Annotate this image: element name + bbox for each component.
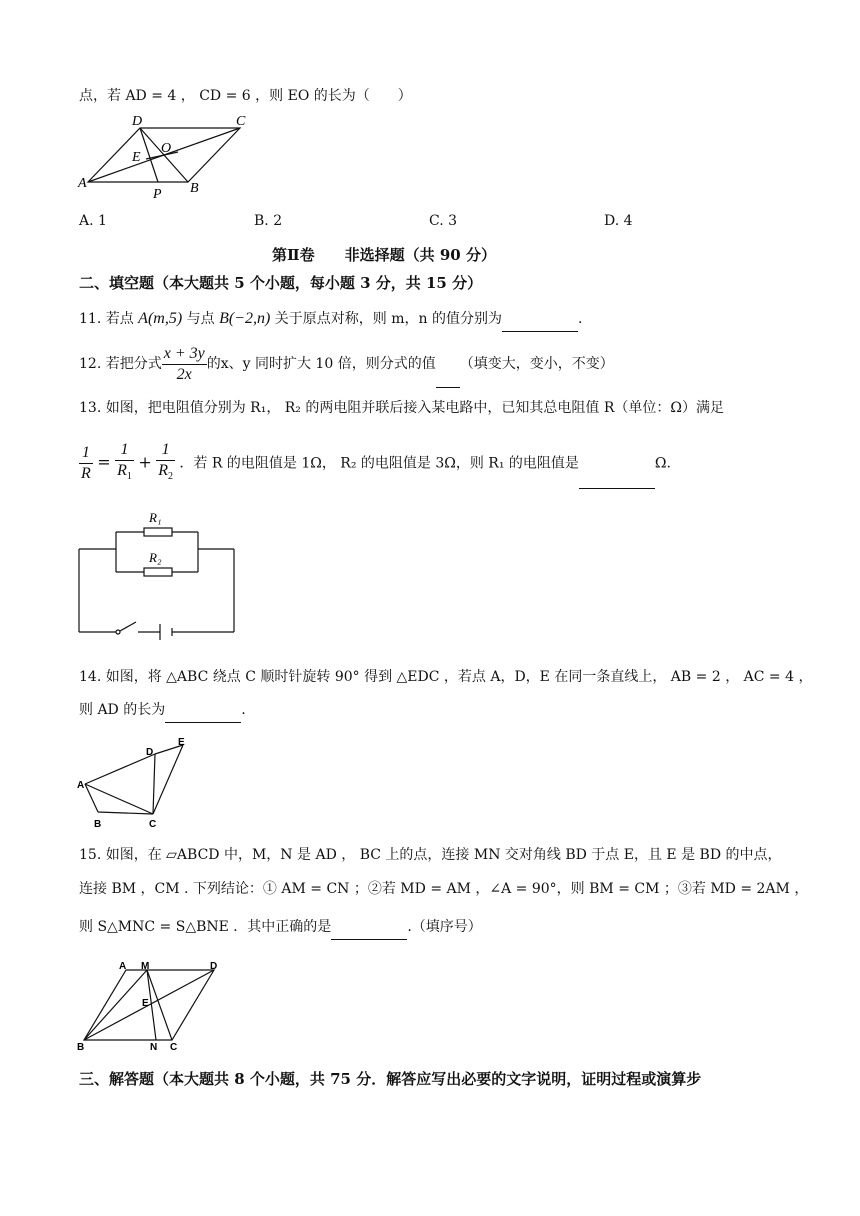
q10-figure [76, 112, 256, 204]
q10-label-C: C [236, 114, 246, 129]
q10-option-a[interactable]: A. 1 [79, 213, 107, 229]
q13-formula-lhs: $\frac{1}{R}$ [81, 444, 91, 483]
q15-label-A: A [119, 961, 127, 972]
q15-label-M: M [141, 961, 150, 972]
q14-text-a: 则 AD 的长为 [79, 702, 166, 718]
q13-line1: 13. 如图，把电阻值分别为 R₁， R₂ 的两电阻并联后接入某电路中，已知其总电阻值 R（单位：Ω）满足 [79, 400, 724, 416]
q15-label-B: B [77, 1042, 85, 1053]
q15-line3 [79, 917, 482, 940]
q10-label-D: D [132, 114, 143, 129]
q11-text-c: 关于原点对称，则 m，n 的值分别为 [270, 311, 502, 327]
q15-label-D: D [210, 961, 218, 972]
section3-heading: 三、解答题（本大题共 8 个小题，共 75 分．解答应写出必要的文字说明，证明过程或演算步 [79, 1070, 702, 1088]
q10-label-P: P [153, 187, 162, 202]
q15-text-a: 则 S△MNC = S△BNE ．其中正确的是 [79, 919, 332, 935]
q12-line [79, 343, 614, 388]
q14-figure [76, 736, 194, 830]
q11-point-b: B(−2,n) [219, 310, 271, 327]
q12-text-c: （填变大，变小，不变） [459, 356, 614, 372]
q13-line2: $\frac{1}{R}$ = $\frac{1}{R_1}$ + $\frac{1}{R_2}$ ．若 R 的电阻值是 1Ω， R₂ 的电阻值是 3Ω，则 R₁ 的电阻值是 Ω. [79, 440, 671, 489]
q11-text-a: 11. 若点 [79, 311, 139, 327]
q11-text-end: . [577, 311, 583, 327]
q11-point-a: A(m,5) [138, 310, 183, 327]
q13-formula-term1: $\frac{1}{R_1}$ [117, 441, 132, 483]
q10-label-A: A [78, 176, 87, 191]
q14-line2 [79, 700, 246, 723]
q15-line2: 连接 BM ，CM . 下列结论：① AM = CN ；②若 MD = AM ，∠A = 90°，则 BM = CM ；③若 MD = 2AM ， [79, 881, 809, 897]
q15-answer-blank[interactable] [331, 919, 407, 940]
q14-label-D: D [146, 747, 154, 758]
q12-text-b: 的x、y 同时扩大 10 倍，则分式的值 [206, 356, 436, 372]
q14-label-E: E [178, 737, 185, 748]
q10-label-B: B [190, 181, 199, 196]
q13-label-r1: R₁ [149, 510, 162, 525]
q10-option-c[interactable]: C. 3 [429, 213, 458, 229]
q13-text-end: Ω. [654, 455, 671, 472]
q14-line1: 14. 如图，将 △ABC 绕点 C 顺时针旋转 90° 得到 △EDC ，若点 A，D，E 在同一条直线上， AB = 2 ， AC = 4 ， [79, 669, 813, 685]
q10-stem: 点，若 AD = 4 ， CD = 6 ，则 EO 的长为（ ） [79, 88, 412, 104]
q12-fraction [162, 344, 207, 385]
q10-label-O: O [161, 141, 172, 156]
q14-label-C: C [149, 819, 157, 830]
q12-fraction-denominator: 2x [176, 365, 192, 383]
q10-option-d[interactable]: D. 4 [604, 213, 633, 229]
q13-text-a: ．若 R 的电阻值是 1Ω， R₂ 的电阻值是 3Ω，则 R₁ 的电阻值是 [179, 455, 579, 472]
q15-line1: 15. 如图，在 ▱ABCD 中，M，N 是 AD ， BC 上的点，连接 MN 交对角线 BD 于点 E，且 E 是 BD 的中点， [79, 847, 782, 863]
q13-answer-blank[interactable] [579, 444, 655, 489]
q11-text-b: 与点 [182, 311, 220, 327]
q14-answer-blank[interactable] [165, 702, 241, 723]
part2-title: 第Ⅱ卷 非选择题（共 90 分） [272, 246, 496, 264]
q12-answer-blank[interactable] [436, 345, 460, 388]
q14-label-B: B [94, 819, 102, 830]
q13-formula-term2: $\frac{1}{R_2}$ [158, 441, 173, 483]
q12-text-a: 12. 若把分式 [79, 356, 162, 372]
q12-fraction-numerator: x + 3y [162, 344, 207, 365]
q10-option-b[interactable]: B. 2 [254, 213, 283, 229]
q15-figure [76, 958, 222, 1054]
q15-label-C: C [170, 1042, 178, 1053]
q15-text-end: .（填序号） [407, 919, 482, 935]
q13-circuit-figure [76, 504, 238, 640]
section2-heading: 二、填空题（本大题共 5 个小题，每小题 3 分，共 15 分） [79, 274, 483, 292]
q13-label-r2: R₂ [149, 550, 162, 565]
q14-label-A: A [77, 780, 85, 791]
q15-label-N: N [150, 1042, 158, 1053]
q15-label-E: E [142, 998, 149, 1009]
q10-label-E: E [132, 150, 141, 165]
q11-line [79, 309, 582, 332]
q14-text-end: . [241, 702, 246, 718]
q11-answer-blank[interactable] [502, 311, 578, 332]
